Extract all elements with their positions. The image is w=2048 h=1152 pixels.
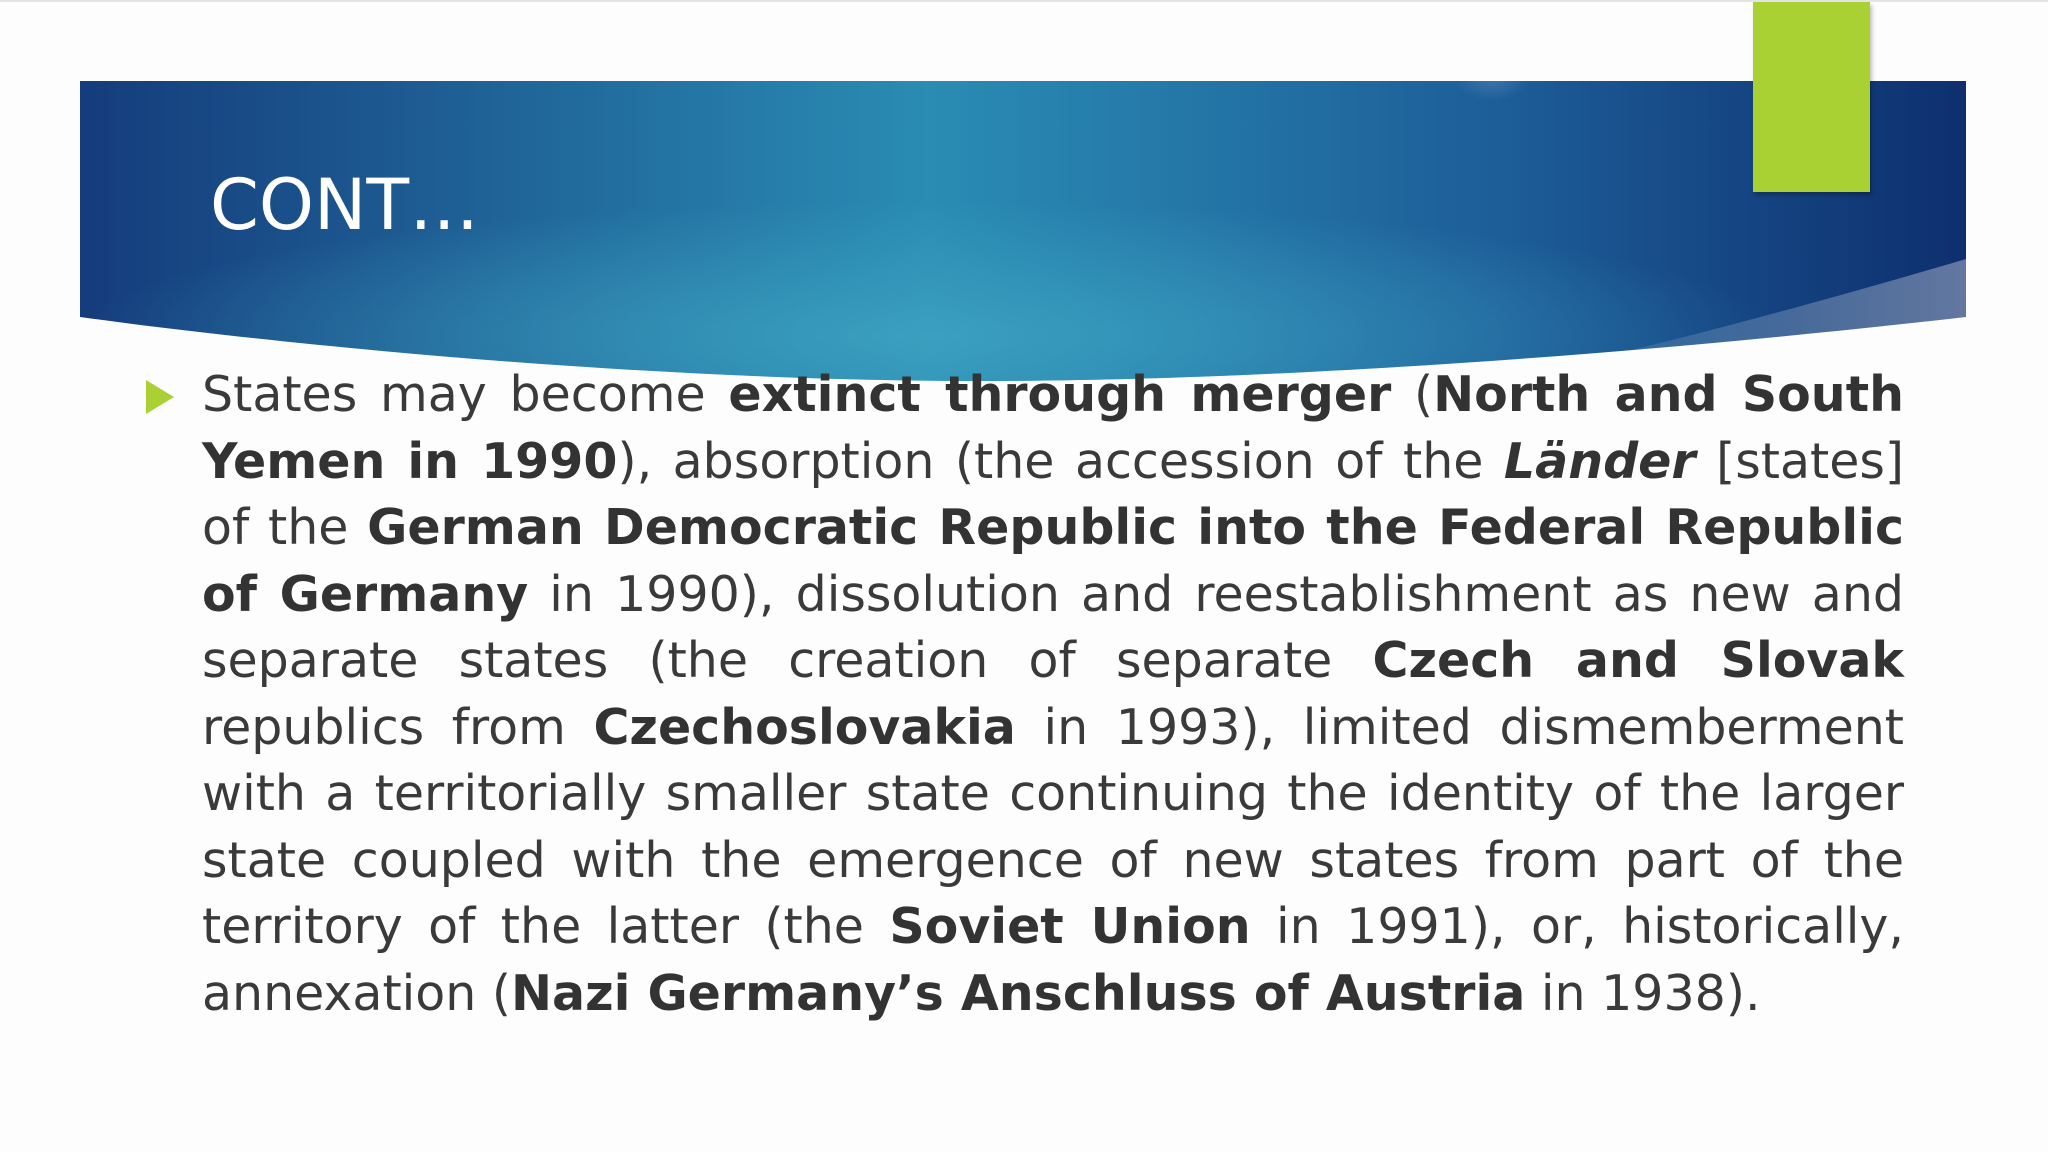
bold-run: Czechoslovakia <box>593 698 1016 756</box>
text-run: in 1938). <box>1525 964 1761 1022</box>
bullet-text <box>202 362 1904 1027</box>
bold-italic-run <box>1504 433 1696 490</box>
slide-content <box>144 362 1904 1027</box>
text-run: in 1991), or, historically, annexation ( <box>202 898 1904 1022</box>
text-run: [states] of the <box>202 432 1904 556</box>
bullet-item <box>144 362 1904 1027</box>
bold-run: North and South Yemen in 1990 <box>202 366 1905 490</box>
text-run: republics from <box>202 698 594 756</box>
bold-run: Nazi Germany’s Anschluss of Austria <box>511 964 1526 1022</box>
triangle-right-icon <box>146 380 174 414</box>
accent-tab <box>1753 2 1870 192</box>
text-run: in 1993), limited dismemberment with a territorially smaller state continuing the identity of the larger state coupled with the emergence of new states from part of the territory of the latter (the <box>202 698 1904 955</box>
bold-run: German Democratic Republic into the Federal Republic of Germany <box>202 499 1905 623</box>
text-run: ), absorption (the accession of the <box>617 432 1504 490</box>
bold-run: extinct through merger <box>728 366 1392 423</box>
text-run: States may become <box>202 366 729 423</box>
text-run: in 1990), dissolution and reestablishment as new and separate states (the creation of separate <box>202 565 1904 689</box>
italic-run: Länder <box>1503 432 1696 490</box>
text-run: ( <box>1391 366 1434 423</box>
slide-title: CONT… <box>210 164 480 246</box>
bold-run: Czech and Slovak <box>1372 632 1904 689</box>
bold-run: Soviet Union <box>889 898 1251 955</box>
